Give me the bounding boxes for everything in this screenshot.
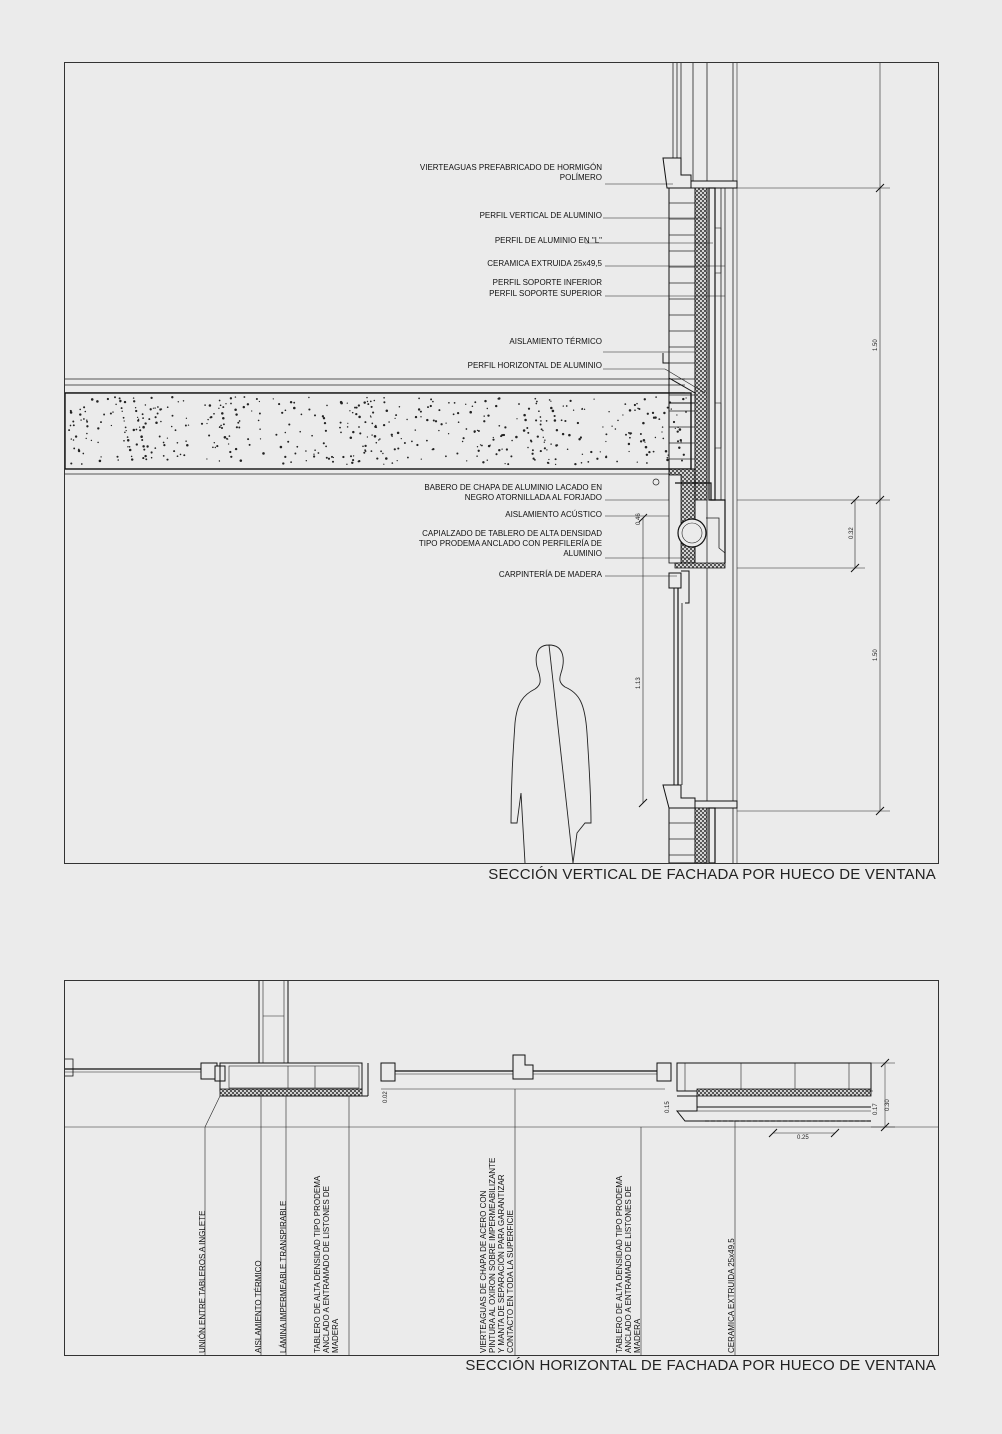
label-aislamiento-termico: AISLAMIENTO TÉRMICO	[509, 337, 602, 346]
dim-113: 1.13	[636, 677, 642, 689]
dim-030: 0.30	[885, 1099, 891, 1111]
dim-046: 0.46	[636, 513, 642, 525]
label-aislamiento-acustico: AISLAMIENTO ACÚSTICO	[505, 510, 602, 519]
thermal-insulation	[695, 188, 707, 500]
label-carpinteria: CARPINTERÍA DE MADERA	[498, 570, 602, 579]
label-ceramica: CERAMICA EXTRUIDA 25x49,5	[487, 259, 602, 268]
label-babero: BABERO DE CHAPA DE ALUMINIO LACADO EN NEGRO ATORNILLADA AL FORJADO	[424, 483, 602, 502]
label-vierteaguas: VIERTEAGUAS PREFABRICADO DE HORMIGÓN POLÍMERO	[419, 163, 602, 182]
dim-015: 0.15	[665, 1101, 671, 1113]
dim-032: 0.32	[849, 527, 855, 539]
concrete-slab	[65, 393, 691, 469]
label-tablero-right: TABLERO DE ALTA DENSIDAD TIPO PRODEMA ANCLADO A ENTRAMADO DE LISTONES DE MADERA	[615, 1175, 642, 1353]
label-perfil-l: PERFIL DE ALUMINIO EN "L"	[494, 236, 602, 245]
label-soporte-superior: PERFIL SOPORTE SUPERIOR	[489, 289, 602, 298]
label-perfil-vertical: PERFIL VERTICAL DE ALUMINIO	[479, 211, 602, 220]
horizontal-section-caption: SECCIÓN HORIZONTAL DE FACHADA POR HUECO DE VENTANA	[465, 1357, 936, 1374]
label-lamina: LÁMINA IMPERMEABLE TRANSPIRABLE	[279, 1200, 288, 1353]
dim-002: 0.02	[383, 1091, 389, 1103]
human-figure	[511, 645, 591, 863]
horizontal-section-drawing	[64, 980, 939, 1356]
label-ceramica-h: CERAMICA EXTRUIDA 25x49,5	[727, 1238, 736, 1353]
vertical-section-drawing	[64, 62, 939, 864]
label-aislamiento-h: AISLAMIENTO TÉRMICO	[254, 1260, 263, 1353]
dim-017: 0.17	[873, 1103, 879, 1115]
label-vierteaguas-h: VIERTEAGUAS DE CHAPA DE ACERO CON PINTURA AL OXIRON SOBRE IMPERMEABILIZANTE Y MANTA DE SEPARACIÓN PARA GARANTIZAR CONTACTO EN TODA LA SUPERFICIE	[479, 1157, 515, 1353]
label-capialzado: CAPIALZADO DE TABLERO DE ALTA DENSIDAD TIPO PRODEMA ANCLADO CON PERFILERÍA DE ALUMINIO	[418, 529, 602, 558]
vertical-section-svg	[65, 63, 938, 863]
dim-150-bottom: 1.50	[873, 649, 879, 661]
dim-025: 0.25	[797, 1135, 809, 1141]
dim-150-top: 1.50	[873, 339, 879, 351]
label-soporte-inferior: PERFIL SOPORTE INFERIOR	[492, 278, 602, 287]
label-perfil-horizontal: PERFIL HORIZONTAL DE ALUMINIO	[467, 361, 602, 370]
vertical-section-caption: SECCIÓN VERTICAL DE FACHADA POR HUECO DE VENTANA	[488, 866, 936, 883]
label-tablero-left: TABLERO DE ALTA DENSIDAD TIPO PRODEMA ANCLADO A ENTRAMADO DE LISTONES DE MADERA	[313, 1175, 340, 1353]
label-union-tableros: UNIÓN ENTRE TABLEROS A INGLETE	[198, 1210, 207, 1353]
